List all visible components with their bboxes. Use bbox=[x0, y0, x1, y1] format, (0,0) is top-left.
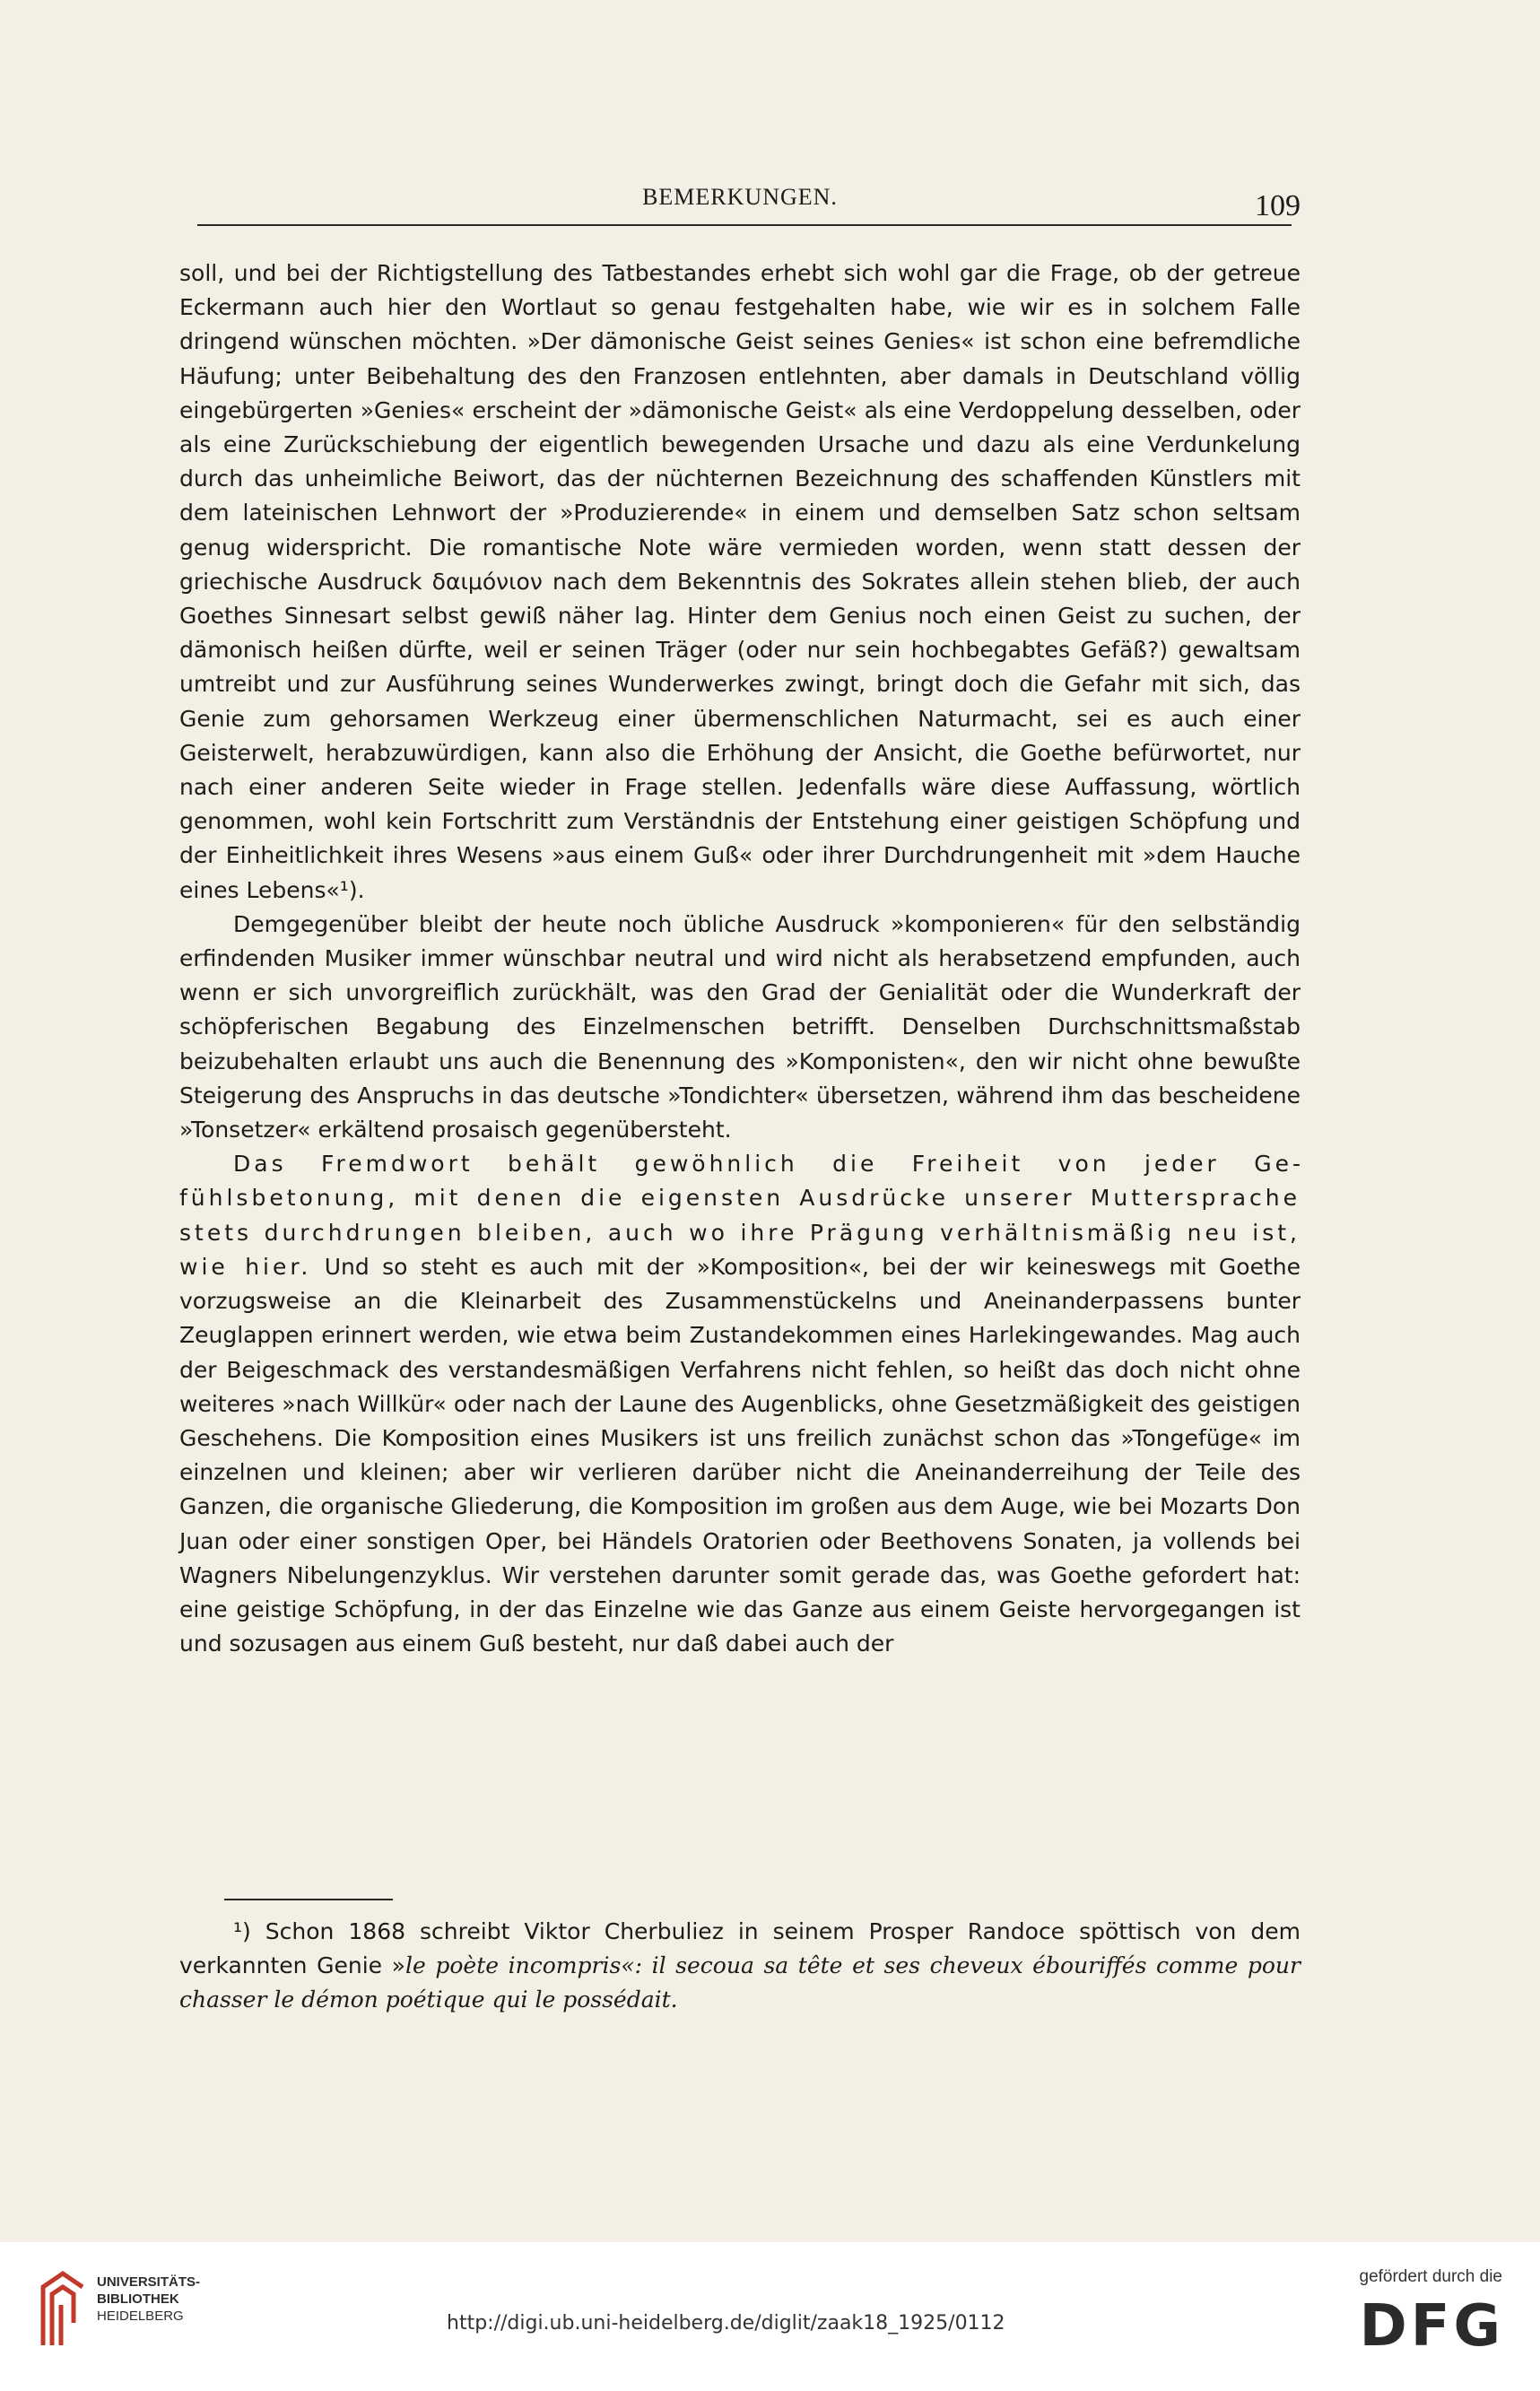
paragraph-3 bbox=[179, 1147, 1301, 1661]
library-name-line3: HEIDELBERG bbox=[97, 2308, 184, 2324]
paragraph-2: Demgegenüber bleibt der heute noch übliche Ausdruck »komponieren« für den selbständig erfindenden Musiker immer wünschbar neutral und wird nicht als herabsetzend empfunden, auch wenn er sich unvorgreiflich zurückhält, was den Grad der Genialität oder die Wunderkraft der schöpferischen Begabung des Einzelmenschen betrifft. Denselben Durchschnittsmaßstab beizubehalten erlaubt uns auch die Benennung des »Komponisten«, den wir nicht ohne bewußte Steigerung des Anspruchs in das deutsche »Tondichter« übersetzen, während ihm das bescheidene »Tonsetzer« erkältend prosaisch gegenübersteht. bbox=[179, 910, 1301, 1143]
spaced-emphasis: Das Fremdwort behält gewöhnlich die Freiheit von jeder Gefühlsbetonung, mit denen die eigensten Ausdrücke unserer Muttersprache stets durchdrungen bleiben, auch wo ihre Prägung verhältnismäßig neu ist, wie hier. bbox=[179, 1151, 1301, 1280]
funded-by-label: gefördert durch die bbox=[1359, 2267, 1502, 2286]
footnote-lead: ¹) Schon 1868 schreibt Viktor Cherbuliez in seinem Prosper Randoce spöttisch von dem verkannten Genie » bbox=[179, 1918, 1301, 1978]
permalink-url[interactable]: http://digi.ub.uni-heidelberg.de/diglit/zaak18_1925/0112 bbox=[447, 2312, 1005, 2334]
library-logo-icon bbox=[36, 2269, 90, 2350]
library-name bbox=[97, 2274, 200, 2325]
footnote bbox=[179, 1915, 1301, 2017]
paragraph-3-rest: Und so steht es auch mit der »Komposition«, bei der wir keineswegs mit Goethe vorzugsweise an die Kleinarbeit des Zusammenstückelns und Aneinanderpassens bunter Zeuglappen erinnert werden, wie etwa beim Zustandekommen eines Harlekingewandes. Mag auch der Beigeschmack des verstandesmäßigen Verfahrens nicht fehlen, so heißt das doch nicht ohne weiteres »nach Willkür« oder nach der Laune des Augenblicks, ohne Gesetzmäßigkeit des geistigen Geschehens. Die Komposition eines Musikers ist uns freilich zunächst schon das »Tongefüge« im einzelnen und kleinen; aber wir verlieren darüber nicht die Aneinanderreihung der Teile des Ganzen, die organische Gliederung, die Komposition im großen aus dem Auge, wie bei Mozarts Don Juan oder einer sonstigen Oper, bei Händels Oratorien oder Beethovens Sonaten, ja vollends bei Wagners Nibelungenzyklus. Wir verstehen darunter somit gerade das, was Goethe gefordert hat: eine geistige Schöpfung, in der das Einzelne wie das Ganze aus einem Geiste hervorgegangen ist und sozusagen aus einem Guß besteht, nur daß dabei auch der bbox=[179, 1253, 1301, 1657]
dfg-logo: DFG bbox=[1359, 2293, 1504, 2360]
library-name-line2: BIBLIOTHEK bbox=[97, 2291, 179, 2307]
viewer-footer bbox=[0, 2242, 1540, 2391]
header-rule bbox=[197, 224, 1292, 226]
footnote-quote: le poète incompris«: il secoua sa tête et ses cheveux ébouriffés comme pour chasser le démon poétique qui le possédait. bbox=[179, 1952, 1301, 2013]
paragraph-1: soll, und bei der Richtigstellung des Tatbestandes erhebt sich wohl gar die Frage, ob der getreue Eckermann auch hier den Wortlaut so genau festgehalten habe, wie wir es in solchem Falle dringend wünschen möchten. »Der dämonische Geist seines Genies« ist schon eine befremdliche Häufung; unter Beibehaltung des den Franzosen entlehnten, aber damals in Deutschland völlig eingebürgerten »Genies« erscheint der »dämonische Geist« als eine Verdoppelung desselben, oder als eine Zurückschiebung der eigentlich bewegenden Ursache und dazu als eine Verdunkelung durch das unheimliche Beiwort, das der nüchternen Bezeichnung des schaffenden Künstlers mit dem lateinischen Lehnwort der »Produzierende« in einem und demselben Satz schon seltsam genug widerspricht. Die romantische Note wäre vermieden worden, wenn statt dessen der griechische Ausdruck δαιμόνιον nach dem Bekenntnis des Sokrates allein stehen blieb, der auch Goethes Sinnesart selbst gewiß näher lag. Hinter dem Genius noch einen Geist zu suchen, der dämonisch heißen dürfte, weil er seinen Träger (oder nur sein hochbegabtes Gefäß?) gewaltsam umtreibt und zur Ausführung seines Wunderwerkes zwingt, bringt doch die Gefahr mit sich, das Genie zum gehorsamen Werkzeug einer übermenschlichen Naturmacht, sei es auch einer Geisterwelt, herabzuwürdigen, kann also die Erhöhung der Ansicht, die Goethe befürwortet, nur nach einer anderen Seite wieder in Frage stellen. Jedenfalls wäre diese Auffassung, wörtlich genommen, wohl kein Fortschritt zum Verständnis der Entstehung einer geistigen Schöpfung und der Einheitlichkeit ihres Wesens »aus einem Guß« oder ihrer Durchdrungenheit mit »dem Hauche eines Lebens«¹). bbox=[179, 260, 1301, 903]
body-text bbox=[179, 256, 1301, 1661]
library-name-line1: UNIVERSITÄTS- bbox=[97, 2274, 201, 2290]
running-head bbox=[179, 184, 1301, 220]
page-number: 109 bbox=[1255, 189, 1301, 222]
running-title: BEMERKUNGEN. bbox=[642, 184, 838, 210]
footnote-rule bbox=[224, 1899, 393, 1900]
